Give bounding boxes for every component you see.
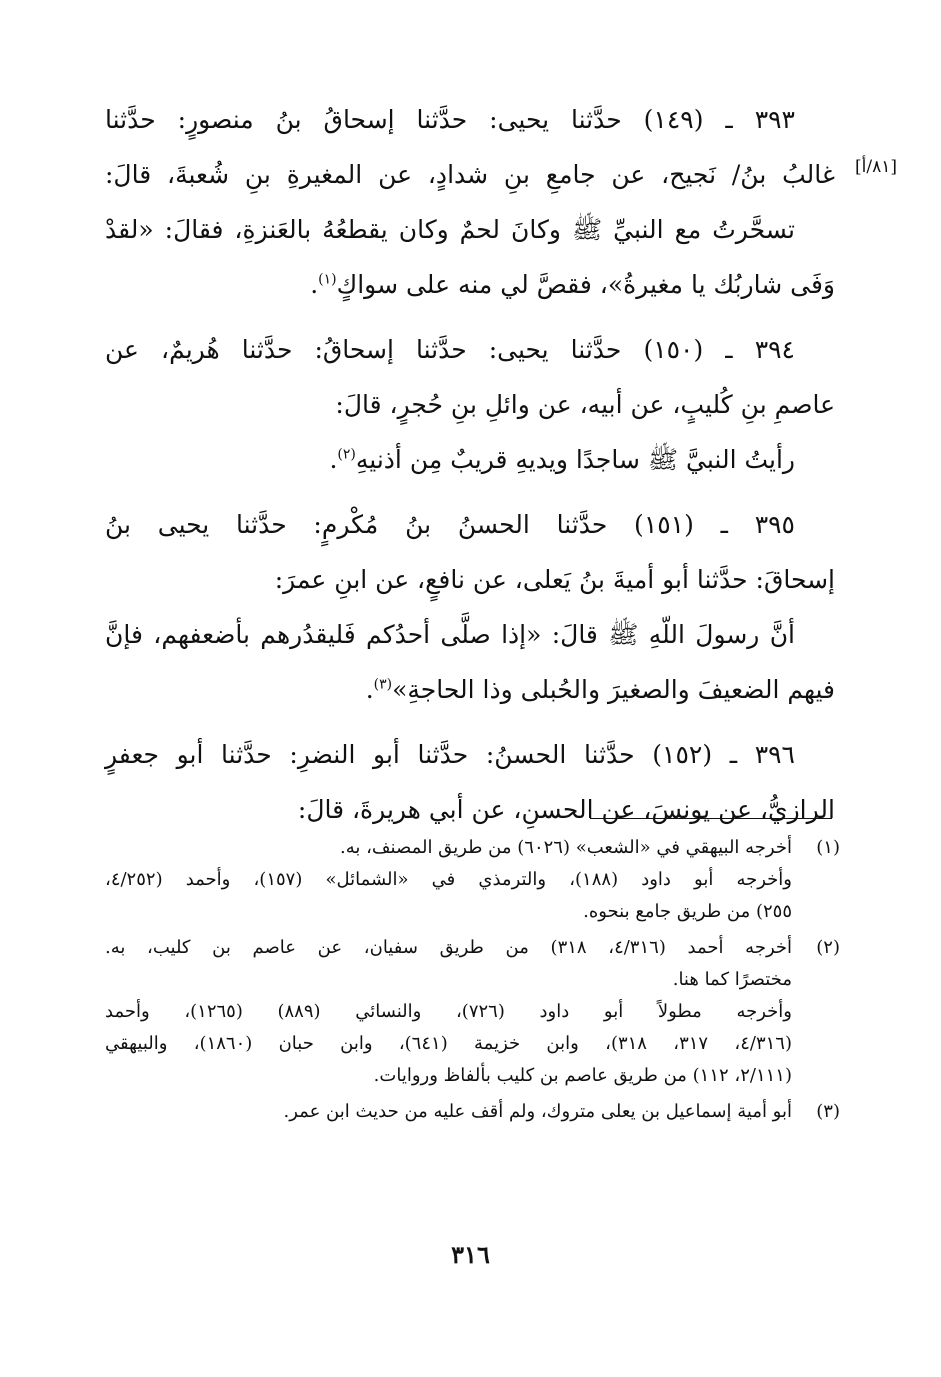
hadith-isnad-line: إسحاقَ: حدَّثنا أبو أميةَ بنُ يَعلى، عن نافعٍ، عن ابنِ عمرَ: [274,565,835,594]
footnote-text: أخرجه أحمد (٤/٣١٦، ٣١٨) من طريق سفيان، عن عاصم بن كليب، به. [105,937,792,958]
hadith-396 [105,727,835,837]
hadith-matn-line: أنَّ رسولَ اللّهِ ﷺ قالَ: «إذا صلَّى أحدُكم فَليقدُرهم بأضعفهم، فإنَّ [105,620,795,649]
hadith-isnad-line: الرازيُّ، عن يونسَ، عن الحسنِ، عن أبي هريرةَ، قالَ: [297,795,835,824]
footnote-number: (١) [816,837,840,858]
footnote-text: أبو أمية إسماعيل بن يعلى متروك، ولم أقف عليه من حديث ابن عمر. [283,1101,792,1122]
footnote-line: (٤/٣١٦، ٣١٧، ٣١٨)، وابن خزيمة (٦٤١)، وابن حبان (١٨٦٠)، والبيهقي [105,1033,792,1054]
footnote-number: (٢) [816,937,840,958]
footnote-3 [105,1096,840,1128]
hadith-matn-text: رأيتُ النبيَّ ﷺ ساجدًا ويديهِ قريبٌ مِن أذنيهِ [355,445,795,474]
footnote-line [105,832,840,864]
footnote-text: أخرجه البيهقي في «الشعب» (٦٠٢٦) من طريق المصنف، به. [339,837,792,858]
hadith-isnad-line: ٣٩٣ ـ (١٤٩) حدَّثنا يحيى: حدَّثنا إسحاقُ بنُ منصورٍ: حدَّثنا [105,105,795,134]
manuscript-folio-ref: [٨١/أ] [855,157,897,177]
hadith-395 [105,497,835,717]
footnote-2 [105,932,840,1092]
hadith-matn-line [105,662,835,717]
hadith-matn-line: تسحَّرتُ مع النبيِّ ﷺ وكانَ لحمٌ وكان يقطعُهُ بالعَنزةِ، فقالَ: «لقدْ [105,215,795,244]
hadith-isnad-line: ٣٩٦ ـ (١٥٢) حدَّثنا الحسنُ: حدَّثنا أبو النضرِ: حدَّثنا أبو جعفرٍ [105,740,795,769]
footnote-1 [105,832,840,928]
hadith-matn-line: وَفَى شاربُك يا مغيرةُ»، فقصَّ لي منه على سواكٍ$^{(١)}$. [310,270,835,299]
footnote-line: مختصرًا كما هنا. [672,969,792,990]
hadith-394 [105,322,835,487]
footnote-line: (٢/١١١، ١١٢) من طريق عاصم بن كليب بألفاظ وروايات. [373,1065,792,1086]
footnote-line: وأخرجه مطولاً أبو داود (٧٢٦)، والنسائي (٨٨٩) (١٢٦٥)، وأحمد [105,1001,792,1022]
hadith-isnad-line: غالبُ بنُ/ نَجيح، عن جامعِ بنِ شدادٍ، عن المغيرةِ بنِ شُعبةَ، قالَ: [105,160,835,189]
hadith-393 [105,92,835,312]
hadith-body [105,92,835,837]
footnote-marker: (٢) [337,446,356,463]
footnote-separator [590,818,832,819]
hadith-isnad-line: ٣٩٥ ـ (١٥١) حدَّثنا الحسنُ بنُ مُكْرمٍ: حدَّثنا يحيى بنُ [105,510,795,539]
hadith-isnad-line: ٣٩٤ ـ (١٥٠) حدَّثنا يحيى: حدَّثنا إسحاقُ: حدَّثنا هُريمٌ، عن [105,335,795,364]
page-number: ٣١٦ [451,1240,490,1269]
footnote-line [105,1096,840,1128]
footnote-line [105,932,840,964]
hadith-matn-text: فيهم الضعيفَ والصغيرَ والحُبلى وذا الحاجةِ» [392,675,835,704]
hadith-isnad-line: عاصمِ بنِ كُليبٍ، عن أبيه، عن وائلِ بنِ حُجرٍ، قالَ: [335,390,835,419]
footnote-number: (٣) [816,1101,840,1122]
hadith-matn-text: وَفَى شاربُك يا مغيرةُ»، فقصَّ لي منه على سواكٍ [336,270,835,299]
footnotes [105,832,840,1128]
footnote-marker: (١) [318,271,337,288]
footnote-line: وأخرجه أبو داود (١٨٨)، والترمذي في «الشمائل» (١٥٧)، وأحمد (٤/٢٥٢، [105,869,792,890]
footnote-marker: (٣) [373,676,393,693]
hadith-matn-line: رأيتُ النبيَّ ﷺ ساجدًا ويديهِ قريبٌ مِن أذنيهِ$^{(٢)}$. [329,445,795,474]
sentence-end: . [365,675,374,704]
footnote-line: ٢٥٥) من طريق جامع بنحوه. [583,901,792,922]
